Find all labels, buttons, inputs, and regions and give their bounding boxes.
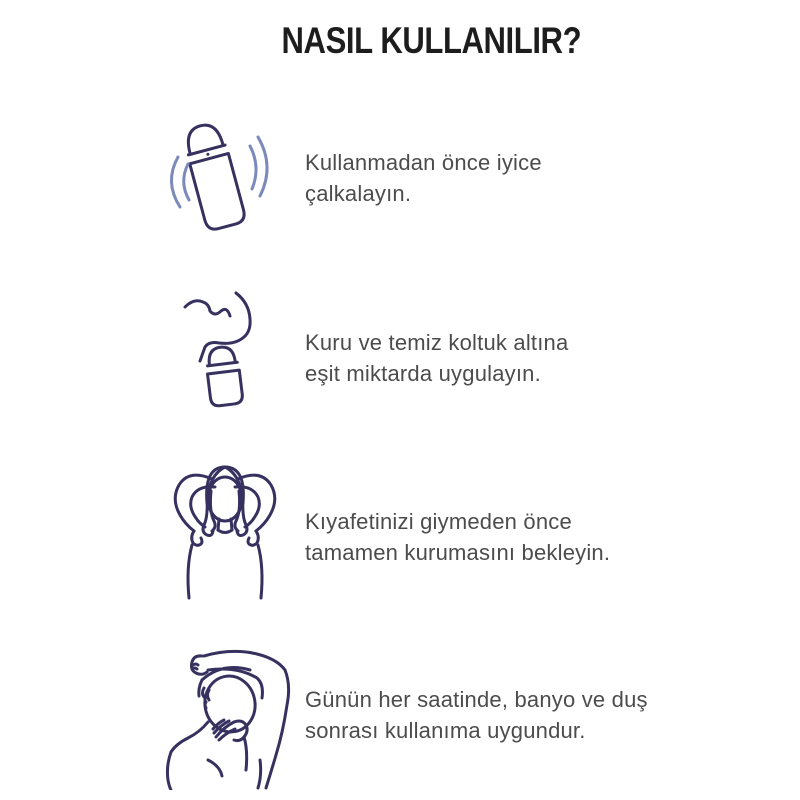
woman-arms-up-figure bbox=[175, 467, 275, 598]
page-title-wrap bbox=[0, 20, 800, 62]
page-title: NASIL KULLANILIR? bbox=[281, 20, 581, 61]
arms-up-drying-icon bbox=[155, 455, 295, 600]
step-4-line-2: sonrası kullanıma uygundur. bbox=[305, 718, 586, 743]
raised-arm bbox=[185, 293, 250, 361]
shake-bottle-icon bbox=[152, 112, 292, 242]
woman-raised-arm-figure bbox=[167, 651, 288, 790]
step-3-line-1: Kıyafetinizi giymeden önce bbox=[305, 509, 572, 534]
apply-underarm-icon bbox=[157, 283, 287, 413]
step-4-text bbox=[305, 684, 695, 746]
step-2-line-1: Kuru ve temiz koltuk altına bbox=[305, 330, 569, 355]
step-2-text bbox=[305, 327, 695, 389]
roll-on-bottle bbox=[181, 121, 247, 232]
after-shower-icon bbox=[152, 640, 292, 790]
step-1-illustration bbox=[152, 112, 292, 242]
step-1-line-1: Kullanmadan önce iyice bbox=[305, 150, 542, 175]
step-4-illustration bbox=[152, 640, 292, 790]
step-4-line-1: Günün her saatinde, banyo ve duş bbox=[305, 687, 648, 712]
step-3-text bbox=[305, 506, 695, 568]
step-1-text bbox=[305, 147, 695, 209]
step-1-line-2: çalkalayın. bbox=[305, 181, 412, 206]
roll-on-bottle bbox=[204, 345, 243, 406]
step-2-line-2: eşit miktarda uygulayın. bbox=[305, 361, 541, 386]
step-2-illustration bbox=[157, 283, 287, 413]
step-3-line-2: tamamen kurumasını bekleyin. bbox=[305, 540, 611, 565]
step-3-illustration bbox=[155, 455, 295, 600]
